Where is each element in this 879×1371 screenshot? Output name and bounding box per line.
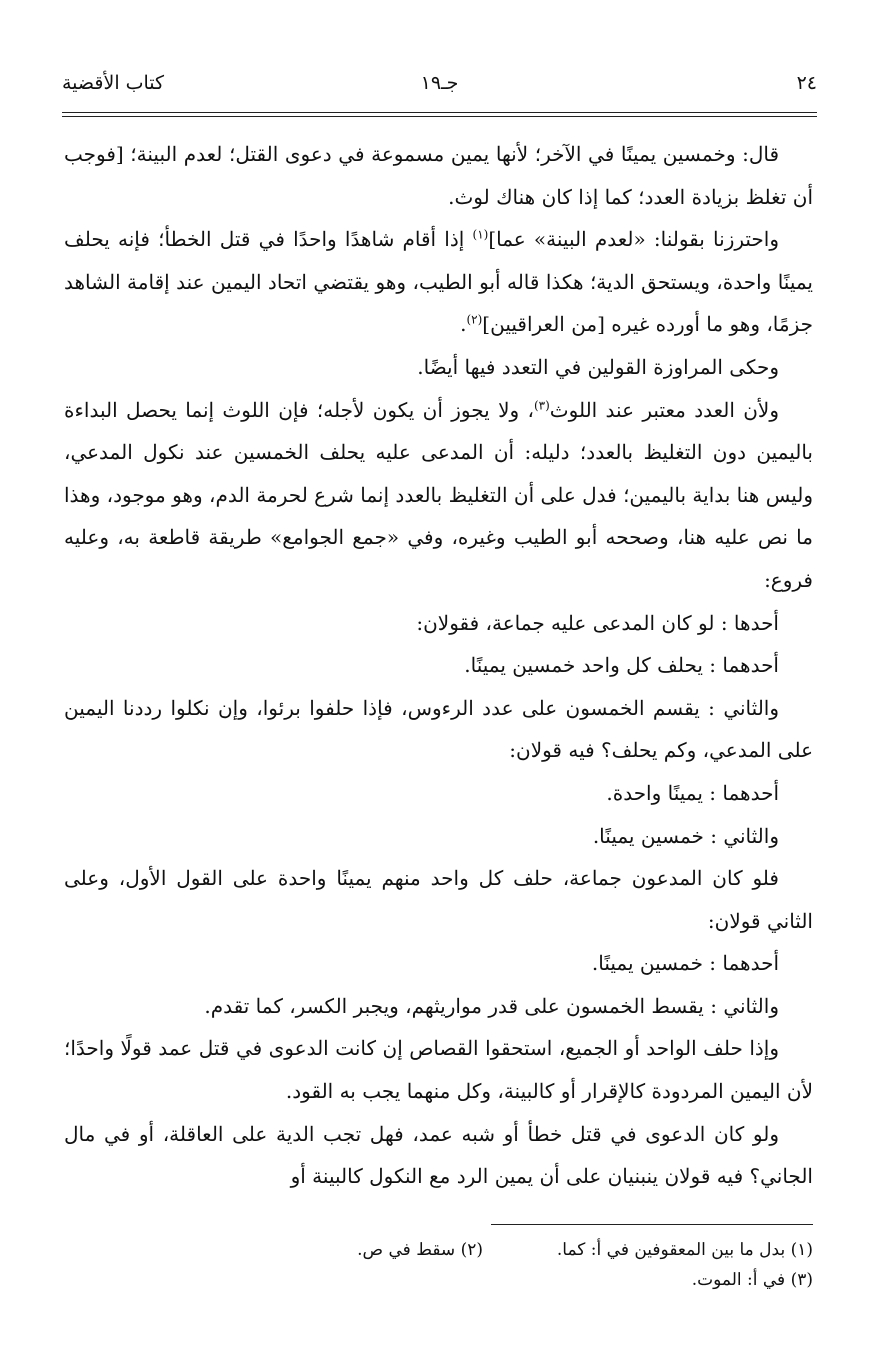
paragraph bbox=[64, 218, 813, 346]
paragraph-text: وإذا حلف الواحد أو الجميع، استحقوا القصاص إن كانت الدعوى في قتل عمد قولًا واحدًا؛ لأن اليمين المردودة كالإقرار أو كالبينة، وكل منهما يجب به القود. bbox=[64, 1036, 813, 1104]
paragraph-text: والثاني : خمسين يمينًا. bbox=[592, 823, 779, 848]
footnote-2: (٢) سقط في ص. bbox=[357, 1240, 483, 1260]
running-header bbox=[62, 72, 817, 102]
paragraph-text: وحكى المراوزة القولين في التعدد فيها أيضًا. bbox=[417, 354, 779, 379]
footnotes bbox=[64, 1235, 813, 1295]
main-text bbox=[64, 133, 813, 1198]
paragraph-text: قال: وخمسين يمينًا في الآخر؛ لأنها يمين مسموعة في دعوى القتل؛ لعدم البينة؛ [فوجب أن تغلظ بزيادة العدد؛ كما إذا كان هناك لوث. bbox=[64, 142, 813, 209]
paragraph-text: أحدها : لو كان المدعى عليه جماعة، فقولان: bbox=[416, 610, 779, 635]
paragraph-text: واحترزنا بقولنا: «لعدم البينة» عما] bbox=[488, 227, 779, 252]
paragraph-text: فلو كان المدعون جماعة، حلف كل واحد منهم يمينًا واحدة على القول الأول، وعلى الثاني قولان: bbox=[64, 866, 813, 933]
paragraph bbox=[64, 985, 813, 1028]
footnote-separator bbox=[491, 1224, 813, 1225]
paragraph bbox=[64, 857, 813, 942]
footnote-reference: (١) bbox=[472, 227, 489, 242]
header-rule-double bbox=[62, 116, 817, 117]
footnote-reference: (٢) bbox=[466, 312, 483, 327]
footnote-reference: (٣) bbox=[533, 397, 550, 412]
paragraph-text: أحدهما : خمسين يمينًا. bbox=[591, 951, 779, 976]
header-rule bbox=[62, 112, 817, 113]
paragraph bbox=[64, 772, 813, 815]
volume-number: جـ١٩ bbox=[420, 72, 459, 94]
paragraph-text: إذا أقام شاهدًا واحدًا في قتل الخطأ؛ فإنه يحلف يمينًا واحدة، ويستحق الدية؛ هكذا قاله أبو الطيب، وهو يقتضي اتحاد اليمين عند إقامة الشاهد جزمًا، وهو ما أورده غيره [من العراقيين] bbox=[64, 227, 813, 337]
paragraph bbox=[64, 389, 813, 602]
paragraph bbox=[64, 1027, 813, 1112]
footnote-1: (١) بدل ما بين المعقوفين في أ: كما. bbox=[556, 1240, 813, 1260]
paragraph-text: . bbox=[460, 312, 467, 337]
paragraph bbox=[64, 815, 813, 858]
paragraph bbox=[64, 133, 813, 218]
paragraph-text: أحدهما : يحلف كل واحد خمسين يمينًا. bbox=[464, 653, 779, 678]
footnote-3: (٣) في أ: الموت. bbox=[691, 1270, 813, 1290]
paragraph bbox=[64, 346, 813, 389]
paragraph-text: أحدهما : يمينًا واحدة. bbox=[606, 780, 779, 805]
paragraph-text: ولأن العدد معتبر عند اللوث bbox=[549, 397, 779, 422]
page-number: ٢٤ bbox=[796, 72, 817, 94]
book-title: كتاب الأقضية bbox=[62, 72, 165, 94]
paragraph bbox=[64, 602, 813, 645]
paragraph-text: ، ولا يجوز أن يكون لأجله؛ فإن اللوث إنما يحصل البداءة باليمين دون التغليظ بالعدد؛ دليله: أن المدعى عليه يحلف الخمسين عند نكول المدعي، وليس هنا بداية باليمين؛ فدل على أن التغليظ بالعدد إنما شرع لحرمة الدم، وهو موجود، وهذا ما نص عليه هنا، وصححه أبو الطيب وغيره، وفي «جمع الجوامع» طريقة قاطعة به، وعليه فروع: bbox=[64, 397, 813, 592]
paragraph bbox=[64, 942, 813, 985]
paragraph-text: والثاني : يقسم الخمسون على عدد الرءوس، فإذا حلفوا برئوا، وإن نكلوا رددنا اليمين على المدعي، وكم يحلف؟ فيه قولان: bbox=[64, 695, 813, 763]
paragraph bbox=[64, 1113, 813, 1198]
paragraph-text: ولو كان الدعوى في قتل خطأ أو شبه عمد، فهل تجب الدية على العاقلة، أو في مال الجاني؟ فيه قولان ينبنيان على أن يمين الرد مع النكول كالبينة أو bbox=[64, 1121, 813, 1189]
paragraph-text: والثاني : يقسط الخمسون على قدر مواريثهم، ويجبر الكسر، كما تقدم. bbox=[204, 993, 779, 1018]
paragraph bbox=[64, 644, 813, 687]
paragraph bbox=[64, 687, 813, 772]
